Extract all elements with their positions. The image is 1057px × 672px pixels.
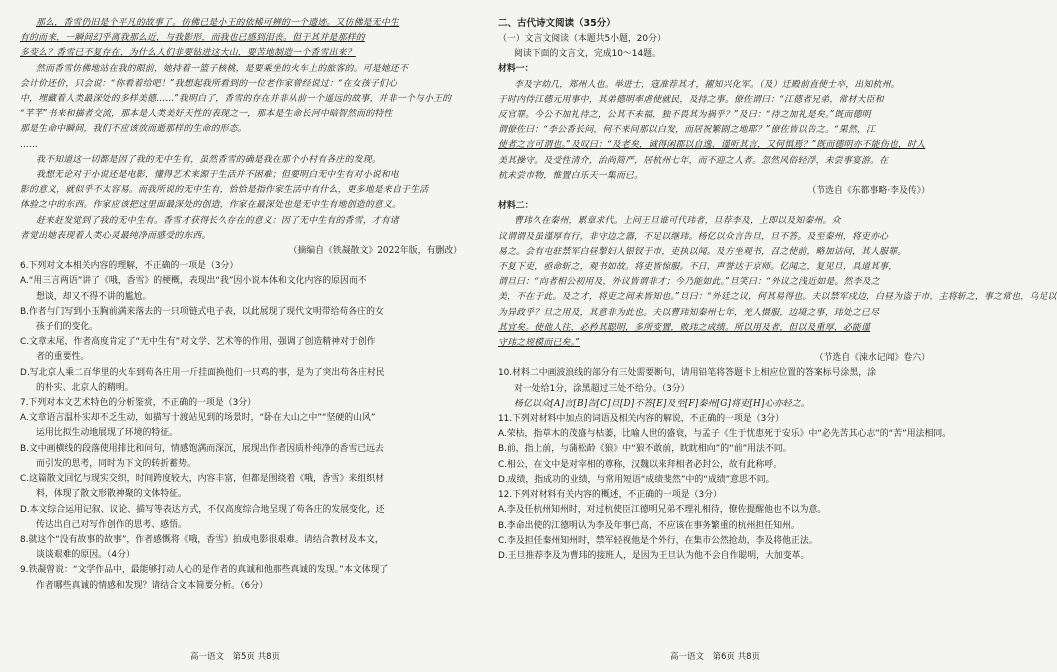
question-9: 9.铁凝曾说：“文学作品中，最能够打动人心的是作者的真诚和他那些真诚的发现。”本文体现了	[20, 565, 389, 576]
section-title: 二、古代诗文阅读（35分）	[498, 18, 616, 29]
material-1-title: 材料一：	[498, 64, 534, 75]
text-line: 为异政乎？旦之用及，其意非为此也。夫以曹玮知秦州七年，羌人慑服，边境之事，玮处之已尽	[498, 307, 880, 318]
option-11b: B.前，指上前，与蒲松龄《狼》中“狼不敢前，眈眈相向”的“前”用法不同。	[498, 444, 792, 455]
text-line: 曹玮久在秦州，累章求代。上问王旦谁可代玮者，旦荐李及，上即以及知秦州。众	[514, 216, 841, 227]
question-7: 7.下列对本文艺术特色的分析鉴赏，不正确的一项是（3分）	[20, 398, 256, 409]
essay-paragraph-4	[20, 214, 462, 244]
option-6a-cont: 想谈，却又不得不讲的尴尬。	[36, 291, 152, 302]
option-7a-cont: 运用比拟生动地展现了环境的特征。	[36, 428, 178, 439]
text-line: ……	[20, 139, 39, 150]
text-line: 我不知道这一切都是因了我的无中生有，虽然香雪的确是我在那个小村有各庄的发现。	[36, 154, 381, 165]
material-1-text	[498, 78, 930, 184]
source-citation: （摘编自《铁凝散文》2022年版，有删改）	[288, 246, 462, 257]
text-line: 体验之中的东西。作家应该把这里面最深处的创造，作家在最深处也是无中生有地创造的意义。	[20, 200, 402, 211]
text-line: 谓旦曰：“向者相公初用及，外议皆谓非才；今乃能如此。”旦笑曰：“外议之浅近如是。然李及之	[498, 277, 880, 288]
text-line: 李及字幼几，郑州人也。举进士，寇准荐其才，擢知兴化军。（及）迁殿前直使士卒，出知杭州。	[514, 79, 900, 90]
question-10-cont: 对一处给1分，涂黑超过三处不给分。（3分）	[514, 383, 690, 394]
page-footer-left: 高一语文 第5页 共8页	[190, 652, 281, 662]
material-2-text	[498, 214, 1057, 351]
option-12d: D.王旦推荐李及为曹玮的接班人，是因为王旦认为他不会自作聪明，大加变革。	[498, 550, 810, 561]
option-6c: C.文章末尾，作者高度肯定了“无中生有”对文学、艺术等的作用，强调了创造精神对于创作	[20, 337, 376, 348]
subsection-title: （一）文言文阅读（本题共5小题，20分）	[498, 34, 666, 44]
option-7c-cont: 料，体现了散文形散神聚的文体特征。	[36, 489, 187, 500]
option-12b: B.李命出使的江德明认为李及年事已高，不应该在事务繁重的杭州担任知州。	[498, 520, 800, 531]
essay-paragraph-1	[20, 16, 462, 62]
underlined-line: 其宜矣。使他人往，必矜其聪明，多所变置，败玮之成绩。所以用及者，但以及重厚，必能谨	[498, 322, 871, 333]
option-6b: B.作者与门写到小玉胸前满来落去的一只项链式电子表，以此展现了现代文明带给苟各庄的女	[20, 306, 384, 317]
text-line: 易之。会有屯驻禁军白昼掣妇人银钗于市，吏执以闻。及方坐观书，召之使前，略加诘问，其人服罪。	[498, 246, 907, 257]
option-7d-cont: 传达出自己对写作创作的思考、感悟。	[36, 519, 187, 530]
option-7a: A.文章语言温朴实却不乏生动，如描写十渡站见到的场景时，“卧在大山之中”“坚硬的山风”	[20, 413, 376, 424]
underlined-line: 使者之言可谓也。”及叹曰：“及老矣，诚得闲郡以自逸，谨听其言，又何惧焉？”既而德明亦不能伤也，时人	[498, 140, 926, 151]
option-6a: A.“用三言两语”讲了《哦，香雪》的梗概，表现出“我”因小说本体和文化内容的原因而不	[20, 276, 367, 287]
underlined-line: 守玮之规模而已矣。”	[498, 338, 580, 349]
instruction: 阅读下面的文言文，完成10～14题。	[514, 49, 661, 60]
option-6d-cont: 的朴实、北京人的精明。	[36, 382, 134, 393]
essay-paragraph-2	[20, 62, 462, 153]
question-8-cont: 谈谈艰难的原因。（4分）	[36, 550, 135, 561]
option-6c-cont: 者的重要性。	[36, 352, 90, 363]
text-line: 美其操守。及受性清介，治尚简严，居杭州七年，而不迎之人者。忽然风俗轻浮，未尝事宴游。在	[498, 155, 889, 166]
text-line: 于时内侍江德元用事中，其弟德明率虐使就民，及持之事。僚佐谓曰：“江德者兄弟，常材大臣和	[498, 94, 884, 105]
text-line: “芊芊”书来和描者交流，那本是人类美好天性的表现之一，那本是生命长河中暗智然而的特性	[20, 109, 393, 120]
underlined-line: 多变么？香雪已不复存在，为什么人们非要钻进这大山，要苦地制造一个香雪出来？	[20, 48, 356, 59]
question-9-cont: 作者哪些真诚的情感和发现？请结合文本简要分析。（6分）	[36, 580, 268, 591]
question-6: 6.下列对文本相关内容的理解，不正确的一项是（3分）	[20, 261, 239, 272]
text-line: 反官罪。今公不加礼待之，公其不未福，独不畏其为祸乎？”及曰：“待之加礼是矣。”既而德明	[498, 110, 871, 121]
option-12a: A.李及任杭州知州时，对过杭使臣江德明兄弟不理礼相待，僚佐提醒他也不以为意。	[498, 505, 827, 516]
right-page	[498, 16, 1057, 564]
option-12c: C.李及担任秦州知州时，禁军轻视他是个外行，在集市公然抢劫，李及将他正法。	[498, 535, 818, 546]
text-line: 那是生命中瞬间，我们不应该放而逝那样的生命的形态。	[20, 124, 247, 135]
option-7c: C.这篇散文回忆与现实交织，时间跨度较大，内容丰富，但都是围绕着《哦，香雪》来组织材	[20, 474, 385, 485]
material-1-source: （节选自《东都事略·李及传》）	[807, 186, 930, 197]
option-7d: D.本文综合运用记叙、议论、描写等表达方式，不仅高度综合地呈现了苟各庄的发展变化，还	[20, 504, 385, 515]
option-7b: B.文中画横线的段落使用排比和问句，情感饱满而深沉，展现出作者因质朴纯净的香雪已远去	[20, 443, 384, 454]
question-12: 12.下列对材料有关内容的概述，不正确的一项是（3分）	[498, 490, 722, 501]
question-8: 8.就这个“没有故事的故事”，作者感慨将《哦，香雪》拍成电影很艰难。请结合教材及本文，	[20, 534, 384, 545]
option-11a: A.荣枯，指草木的茂盛与枯萎，比喻人世的盛衰，与孟子《生于忧患死于安乐》中“必先苦其心志”的“苦”用法相同。	[498, 429, 952, 440]
text-line: 影的意义，就似乎不太容易。而我所说的无中生有，恰恰是指作家生活中有什么，更多地是来自于生活	[20, 185, 429, 196]
material-2-title: 材料二：	[498, 201, 534, 212]
page-footer-right: 高一语文 第6页 共8页	[670, 652, 761, 662]
text-line: 美，不在于此。及之才，将吏之间未皆知也。”旦曰：“外廷之议，何其易得也。夫以禁军戍边，白昼为盗于市，主将斩之，事之常也，乌足以	[498, 292, 1057, 303]
left-page	[20, 16, 462, 594]
question-10: 10.材料二中画波浪线的部分有三处需要断句，请用铅笔将答题卡上相应位置的答案标号涂黑，涂	[498, 368, 876, 379]
option-11c: C.相公，在文中是对宰相的尊称，汉魏以来拜相者必封公，故有此称呼。	[498, 459, 783, 470]
text-line: 我想无论对于小说还是电影，懂得艺术来源于生活并不困难；但要明白无中生有对小说和电	[36, 170, 399, 181]
text-line: 杭未尝市物，惟置白乐天一集而已。	[498, 170, 644, 181]
option-11d: D.成绩，指成功的业绩，与常用短语“成绩斐然”中的“成绩”意思不同。	[498, 474, 775, 485]
text-line: 会计价还价，只会说：“你看着给吧！”我想起我所看到的一位老作家曾经说过：“在女孩子们心	[20, 78, 398, 89]
text-line: 然而香雪仿佛地站在我的眼前，她持着一篮子核桃，是要乘坐的火车上的旅客的。可是她还不	[36, 63, 409, 74]
underlined-line: 有的而来，一瞬间幻乎离我那么近，与我影形，而我也已感到泪丧。但于其并是那样的	[20, 33, 365, 44]
option-6d: D.写北京人乘二百华里的火车到苟各庄用一斤挂面换他们一只鸡的事，是为了突出苟各庄村民	[20, 367, 385, 378]
text-line: 者觉出她表现着人类心灵最纯净而感受的东西。	[20, 230, 211, 241]
material-2-source: （节选自《涑水记闻》卷六）	[814, 353, 930, 364]
underlined-line: 那么，香雪仍旧是个平凡的故事了。仿佛已是小王的依稀可辨的一个遗迹。又仿佛是无中生	[36, 18, 399, 28]
text-line: 赶来赶发觉到了我的无中生有。香雪才获得长久存在的意义：因了无中生有的香雪，才有诸	[36, 215, 399, 226]
text-line: 不复下吏，亟命斩之，观书如故。将吏皆惊服。不日，声誉达于京师。亿闻之，复见旦，具道其事，	[498, 262, 898, 273]
text-line: 中，埋藏着人类最深处的多样美德……”我明白了，香雪的存在并非从前一个遥远的故事，并非一个与小王的	[20, 94, 452, 105]
question-10-line: 杨亿以众[A]言[B]告[C]旦[D]不答[E]及至[F]秦州[G]将吏[H]心亦轻之。	[514, 398, 811, 409]
option-6b-cont: 孩子们的变化。	[36, 322, 99, 333]
essay-paragraph-3	[20, 153, 462, 214]
text-line: 议谓谓及虽谨厚有行，非守边之器，不足以继玮。杨亿以众言告旦，旦不答。及至秦州，将吏亦心	[498, 231, 889, 242]
question-11: 11.下列对材料中加点的词语及相关内容的解说，不正确的一项是（3分）	[498, 414, 785, 425]
text-line: 谓僚佐曰：“李公香长问，何不来问那以白发，而居祝繁剧之地耶？”僚佐皆以告之。“果然，江	[498, 125, 876, 136]
option-7b-cont: 而引发的思考，同时为下文的转折蓄势。	[36, 458, 196, 469]
